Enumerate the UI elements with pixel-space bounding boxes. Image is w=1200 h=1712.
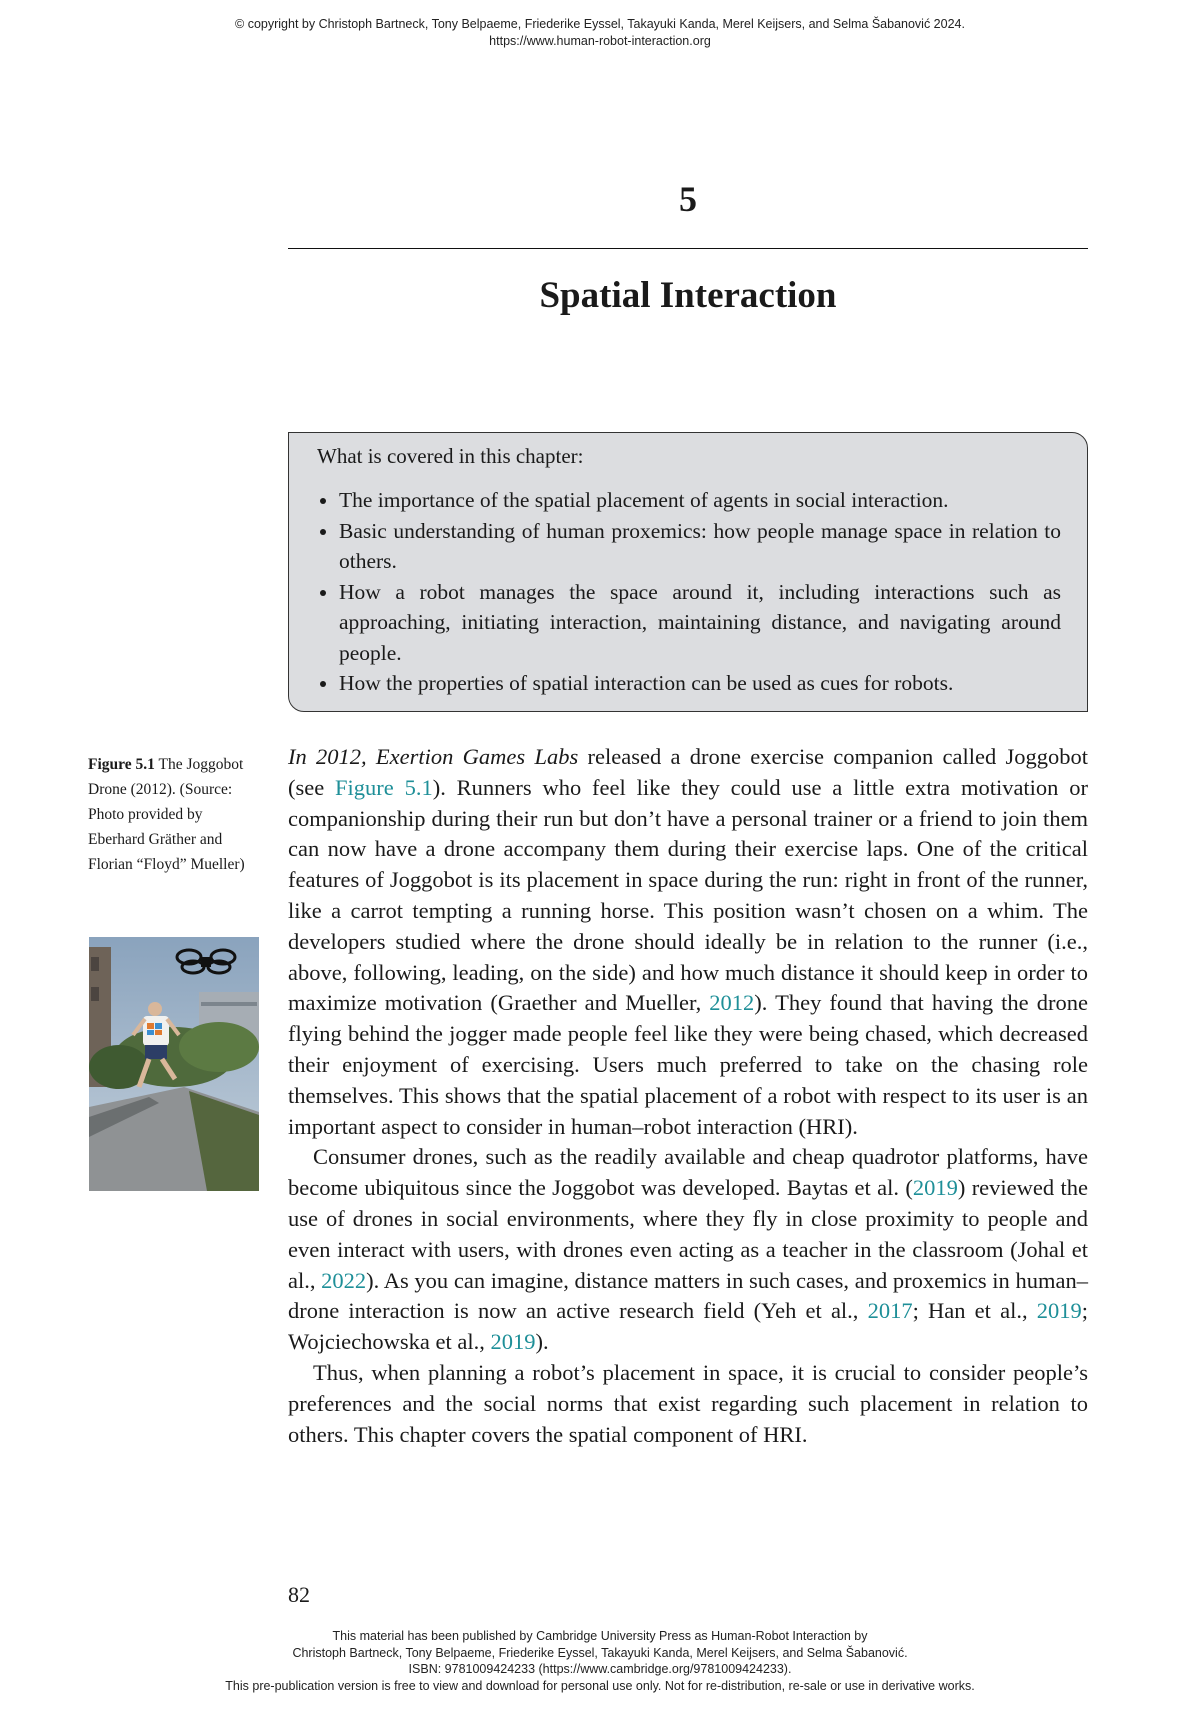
p2-text: ).	[535, 1329, 549, 1355]
overview-item: • How the properties of spatial interaction can be used as cues for robots.	[339, 668, 1061, 699]
citation-link[interactable]: 2012	[709, 990, 755, 1016]
citation-link[interactable]: 2019	[1036, 1298, 1082, 1324]
page-footer	[0, 1628, 1200, 1694]
chapter-overview-box	[288, 432, 1088, 712]
p2-text: Consumer drones, such as the readily available and cheap quadrotor platforms, have become ubiquitous since the Joggobot was developed. Baytas et al. (	[288, 1144, 1088, 1201]
overview-title: What is covered in this chapter:	[317, 444, 584, 468]
figure-caption	[88, 752, 258, 877]
overview-item: • Basic understanding of human proxemics: how people manage space in relation to others.	[339, 516, 1061, 577]
p2-text: ; Han et al.,	[912, 1298, 1037, 1324]
footer-line: This pre-publication version is free to view and download for personal use only. Not for re-distribution, re-sale or use in derivative works.	[225, 1678, 975, 1693]
p1-text: ). They found that having the drone flying behind the jogger made people feel like they were being chased, which decreased their enjoyment of exercising. Users much preferred to take on the chasing role themselves. This shows that the spatial placement of a robot with respect to its user is an important aspect to consider in human–robot interaction (HRI).	[288, 990, 1088, 1139]
copyright-line: © copyright by Christoph Bartneck, Tony Belpaeme, Friederike Eyssel, Takayuki Kanda, Merel Keijsers, and Selma Šabanović 2024.	[235, 17, 965, 31]
overview-item: • The importance of the spatial placement of agents in social interaction.	[339, 485, 1061, 516]
p2-text: ; Wojciechowska et al.,	[288, 1298, 1089, 1355]
footer-line: This material has been published by Cambridge University Press as Human-Robot Interaction by	[332, 1629, 868, 1643]
overview-list	[317, 485, 1061, 699]
title-rule	[288, 248, 1088, 249]
page-number: 82	[288, 1582, 310, 1607]
joggobot-photo	[89, 937, 259, 1191]
page-header	[0, 16, 1200, 50]
chapter-number: 5	[679, 179, 697, 219]
figure-5-1-link[interactable]: Figure 5.1	[335, 774, 433, 800]
citation-link[interactable]: 2022	[321, 1267, 367, 1293]
p2-text: ). As you can imagine, distance matters in such cases, and proxemics in human–drone interaction is now an active research field (Yeh et al.,	[288, 1267, 1088, 1324]
citation-link[interactable]: 2019	[490, 1329, 536, 1355]
p1-text: ). Runners who feel like they could use a little extra motivation or companionship during their run but don’t have a personal trainer or a friend to join them can now have a drone accompany them during their exercise laps. One of the critical features of Joggobot is its placement in space during the run: right in front of the runner, like a carrot tempting a running horse. This position wasn’t chosen on a whim. The developers studied where the drone should ideally be in relation to the runner (i.e., above, following, leading, on the side) and how much distance it should keep in order to maximize motivation (Graether and Mueller,	[288, 774, 1088, 1016]
p2-text: ) reviewed the use of drones in social environments, where they fly in close proximity to people and even interact with users, with drones even acting as a teacher in the classroom (Johal et al.,	[288, 1175, 1089, 1293]
overview-item: • How a robot manages the space around it, including interactions such as approaching, initiating interaction, maintaining distance, and navigating around people.	[339, 577, 1061, 669]
p1-text: released a drone exercise companion called Joggobot (see	[288, 744, 1088, 800]
paragraph-3: Thus, when planning a robot’s placement in space, it is crucial to consider people’s preferences and the social norms that exist regarding such placement in relation to others. This chapter covers the spatial component of HRI.	[288, 1359, 1088, 1447]
citation-link[interactable]: 2017	[867, 1298, 913, 1324]
joggobot-photo-illustration	[89, 937, 259, 1191]
citation-link[interactable]: 2019	[912, 1175, 958, 1201]
chapter-title: Spatial Interaction	[539, 275, 837, 316]
header-url[interactable]: https://www.human-robot-interaction.org	[489, 34, 711, 48]
body-text	[288, 742, 1088, 1450]
figure-label: Figure 5.1	[88, 756, 155, 773]
footer-line: ISBN: 9781009424233 (https://www.cambridge.org/9781009424233).	[408, 1662, 792, 1676]
p1-lead: In 2012, Exertion Games Labs	[288, 744, 579, 769]
paragraph-1	[288, 742, 1088, 1142]
paragraph-2	[288, 1142, 1088, 1358]
footer-line: Christoph Bartneck, Tony Belpaeme, Friederike Eyssel, Takayuki Kanda, Merel Keijsers, and Selma Šabanović.	[292, 1645, 908, 1660]
figure-caption-text: The Joggobot Drone (2012). (Source: Photo provided by Eberhard Gräther and Florian “Floyd” Mueller)	[88, 756, 245, 873]
